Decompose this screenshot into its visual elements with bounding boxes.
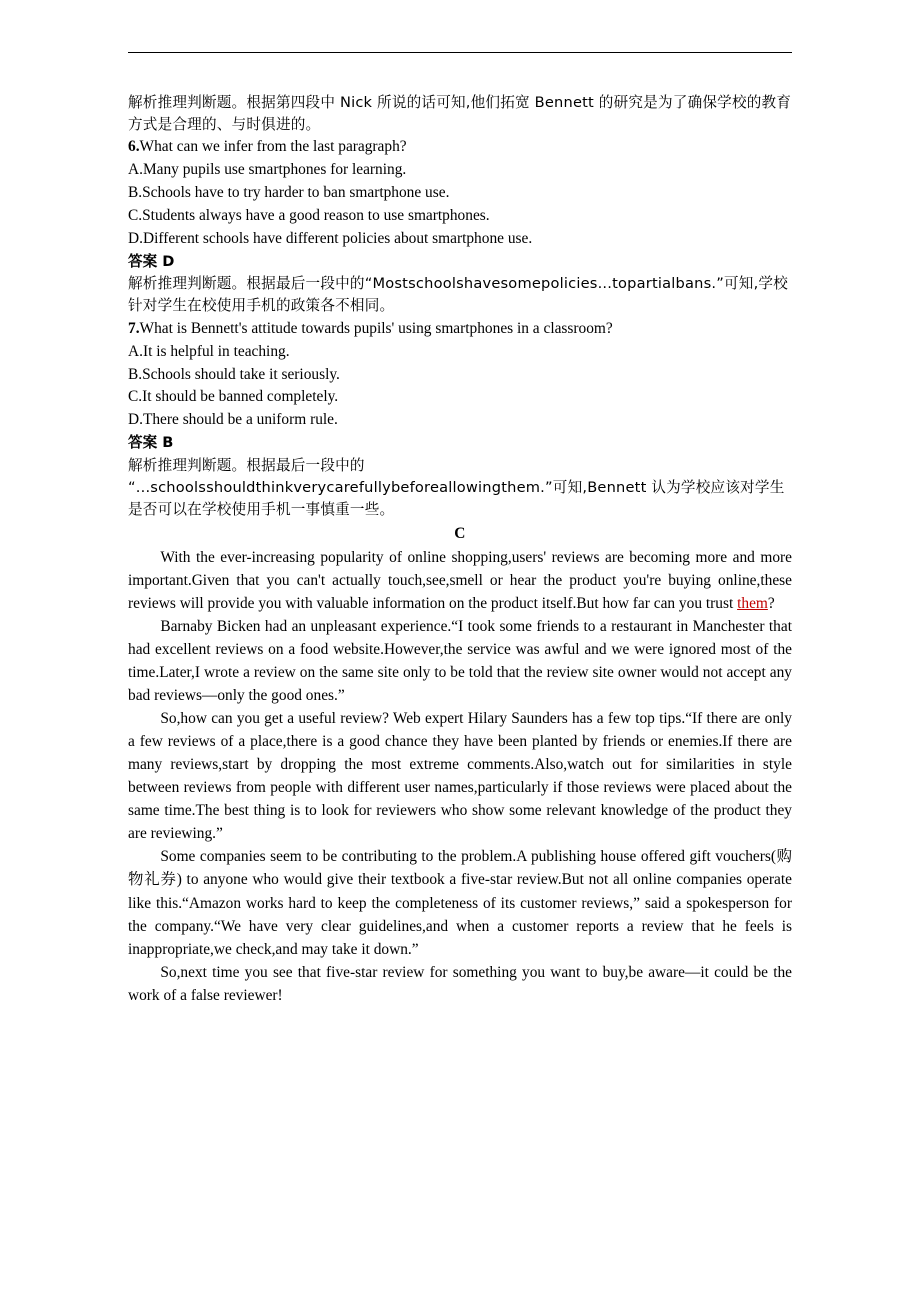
question-6-answer-label: 答案 xyxy=(128,253,158,271)
question-6-stem: What can we infer from the last paragraph? xyxy=(139,138,407,156)
question-7-number: 7. xyxy=(128,319,140,337)
question-6-answer xyxy=(128,251,792,273)
explanation-top: 解析推理判断题。根据第四段中 Nick 所说的话可知,他们拓宽 Bennett 的研究是为了确保学校的教育方式是合理的、与时俱进的。 xyxy=(128,94,792,134)
question-6-option-d[interactable]: D.Different schools have different policies about smartphone use. xyxy=(128,230,533,248)
question-6-answer-value: D xyxy=(162,253,175,271)
passage-link-them[interactable]: them xyxy=(737,595,768,613)
question-7-explanation-line-2: “...schoolsshouldthinkverycarefullybeforeallowingthem.”可知,Bennett 认为学校应该对学生是否可以在学校使用手机一事慎重一些。 xyxy=(128,478,785,518)
question-7-explanation-line-1: 解析推理判断题。根据最后一段中的 xyxy=(128,456,365,474)
passage-p1-text-after: ? xyxy=(767,595,775,613)
passage-paragraph-5: So,next time you see that five-star review for something you want to buy,be aware—it could be the work of a false reviewer! xyxy=(128,963,792,1004)
question-6 xyxy=(128,136,792,159)
question-7-option-a[interactable]: A.It is helpful in teaching. xyxy=(128,342,290,360)
passage-p1-text-before: With the ever-increasing popularity of online shopping,users' reviews are becoming more and more important.Given that you can't actually touch,see,smell or hear the product you're buying online,these reviews will provide you with valuable information on the product itself.But how far can you trust xyxy=(128,549,792,613)
passage-paragraph-1 xyxy=(128,546,792,615)
question-7-answer xyxy=(128,432,792,454)
question-6-option-c[interactable]: C.Students always have a good reason to use smartphones. xyxy=(128,207,490,225)
question-7-option-d[interactable]: D.There should be a uniform rule. xyxy=(128,411,338,429)
question-6-option-b[interactable]: B.Schools have to try harder to ban smartphone use. xyxy=(128,184,450,202)
question-6-explanation: 解析推理判断题。根据最后一段中的“Mostschoolshavesomepolicies...topartialbans.”可知,学校针对学生在校使用手机的政策各不相同。 xyxy=(128,275,789,315)
question-7-option-c[interactable]: C.It should be banned completely. xyxy=(128,388,339,406)
passage-paragraph-3: So,how can you get a useful review? Web expert Hilary Saunders has a few top tips.“If there are only a few reviews of a place,there is a good chance they have been planted by friends or enemies.If there are many reviews,start by dropping the most extreme comments.Also,watch out for similarities in style between reviews from people with different user names,particularly if those reviews were placed about the same time.The best thing is to look for reviewers who show some relevant knowledge of the product they are reviewing.” xyxy=(128,710,792,843)
question-7-answer-label: 答案 xyxy=(128,434,158,452)
header-rule xyxy=(128,52,792,53)
question-6-number: 6. xyxy=(128,138,140,156)
document-body xyxy=(128,92,792,1007)
question-7 xyxy=(128,318,792,341)
question-7-option-b[interactable]: B.Schools should take it seriously. xyxy=(128,365,340,383)
passage-paragraph-4: Some companies seem to be contributing to the problem.A publishing house offered gift vouchers(购物礼券) to anyone who would give their textbook a five-star review.But not all online companies operate like this.“Amazon works hard to keep the completeness of its customer reviews,” said a spokesperson for the company.“We have very clear guidelines,and when a customer reports a review that he feels is inappropriate,we check,and may take it down.” xyxy=(128,848,792,958)
section-letter: C xyxy=(454,525,466,543)
question-7-stem: What is Bennett's attitude towards pupils' using smartphones in a classroom? xyxy=(139,319,613,337)
question-6-option-a[interactable]: A.Many pupils use smartphones for learning. xyxy=(128,161,407,179)
question-7-answer-value: B xyxy=(162,434,174,452)
passage-paragraph-2: Barnaby Bicken had an unpleasant experience.“I took some friends to a restaurant in Manchester that had excellent reviews on a food website.However,the service was awful and we were ignored most of the time.Later,I wrote a review on the same site only to be told that the review site owner would not accept any bad reviews—only the good ones.” xyxy=(128,618,792,705)
